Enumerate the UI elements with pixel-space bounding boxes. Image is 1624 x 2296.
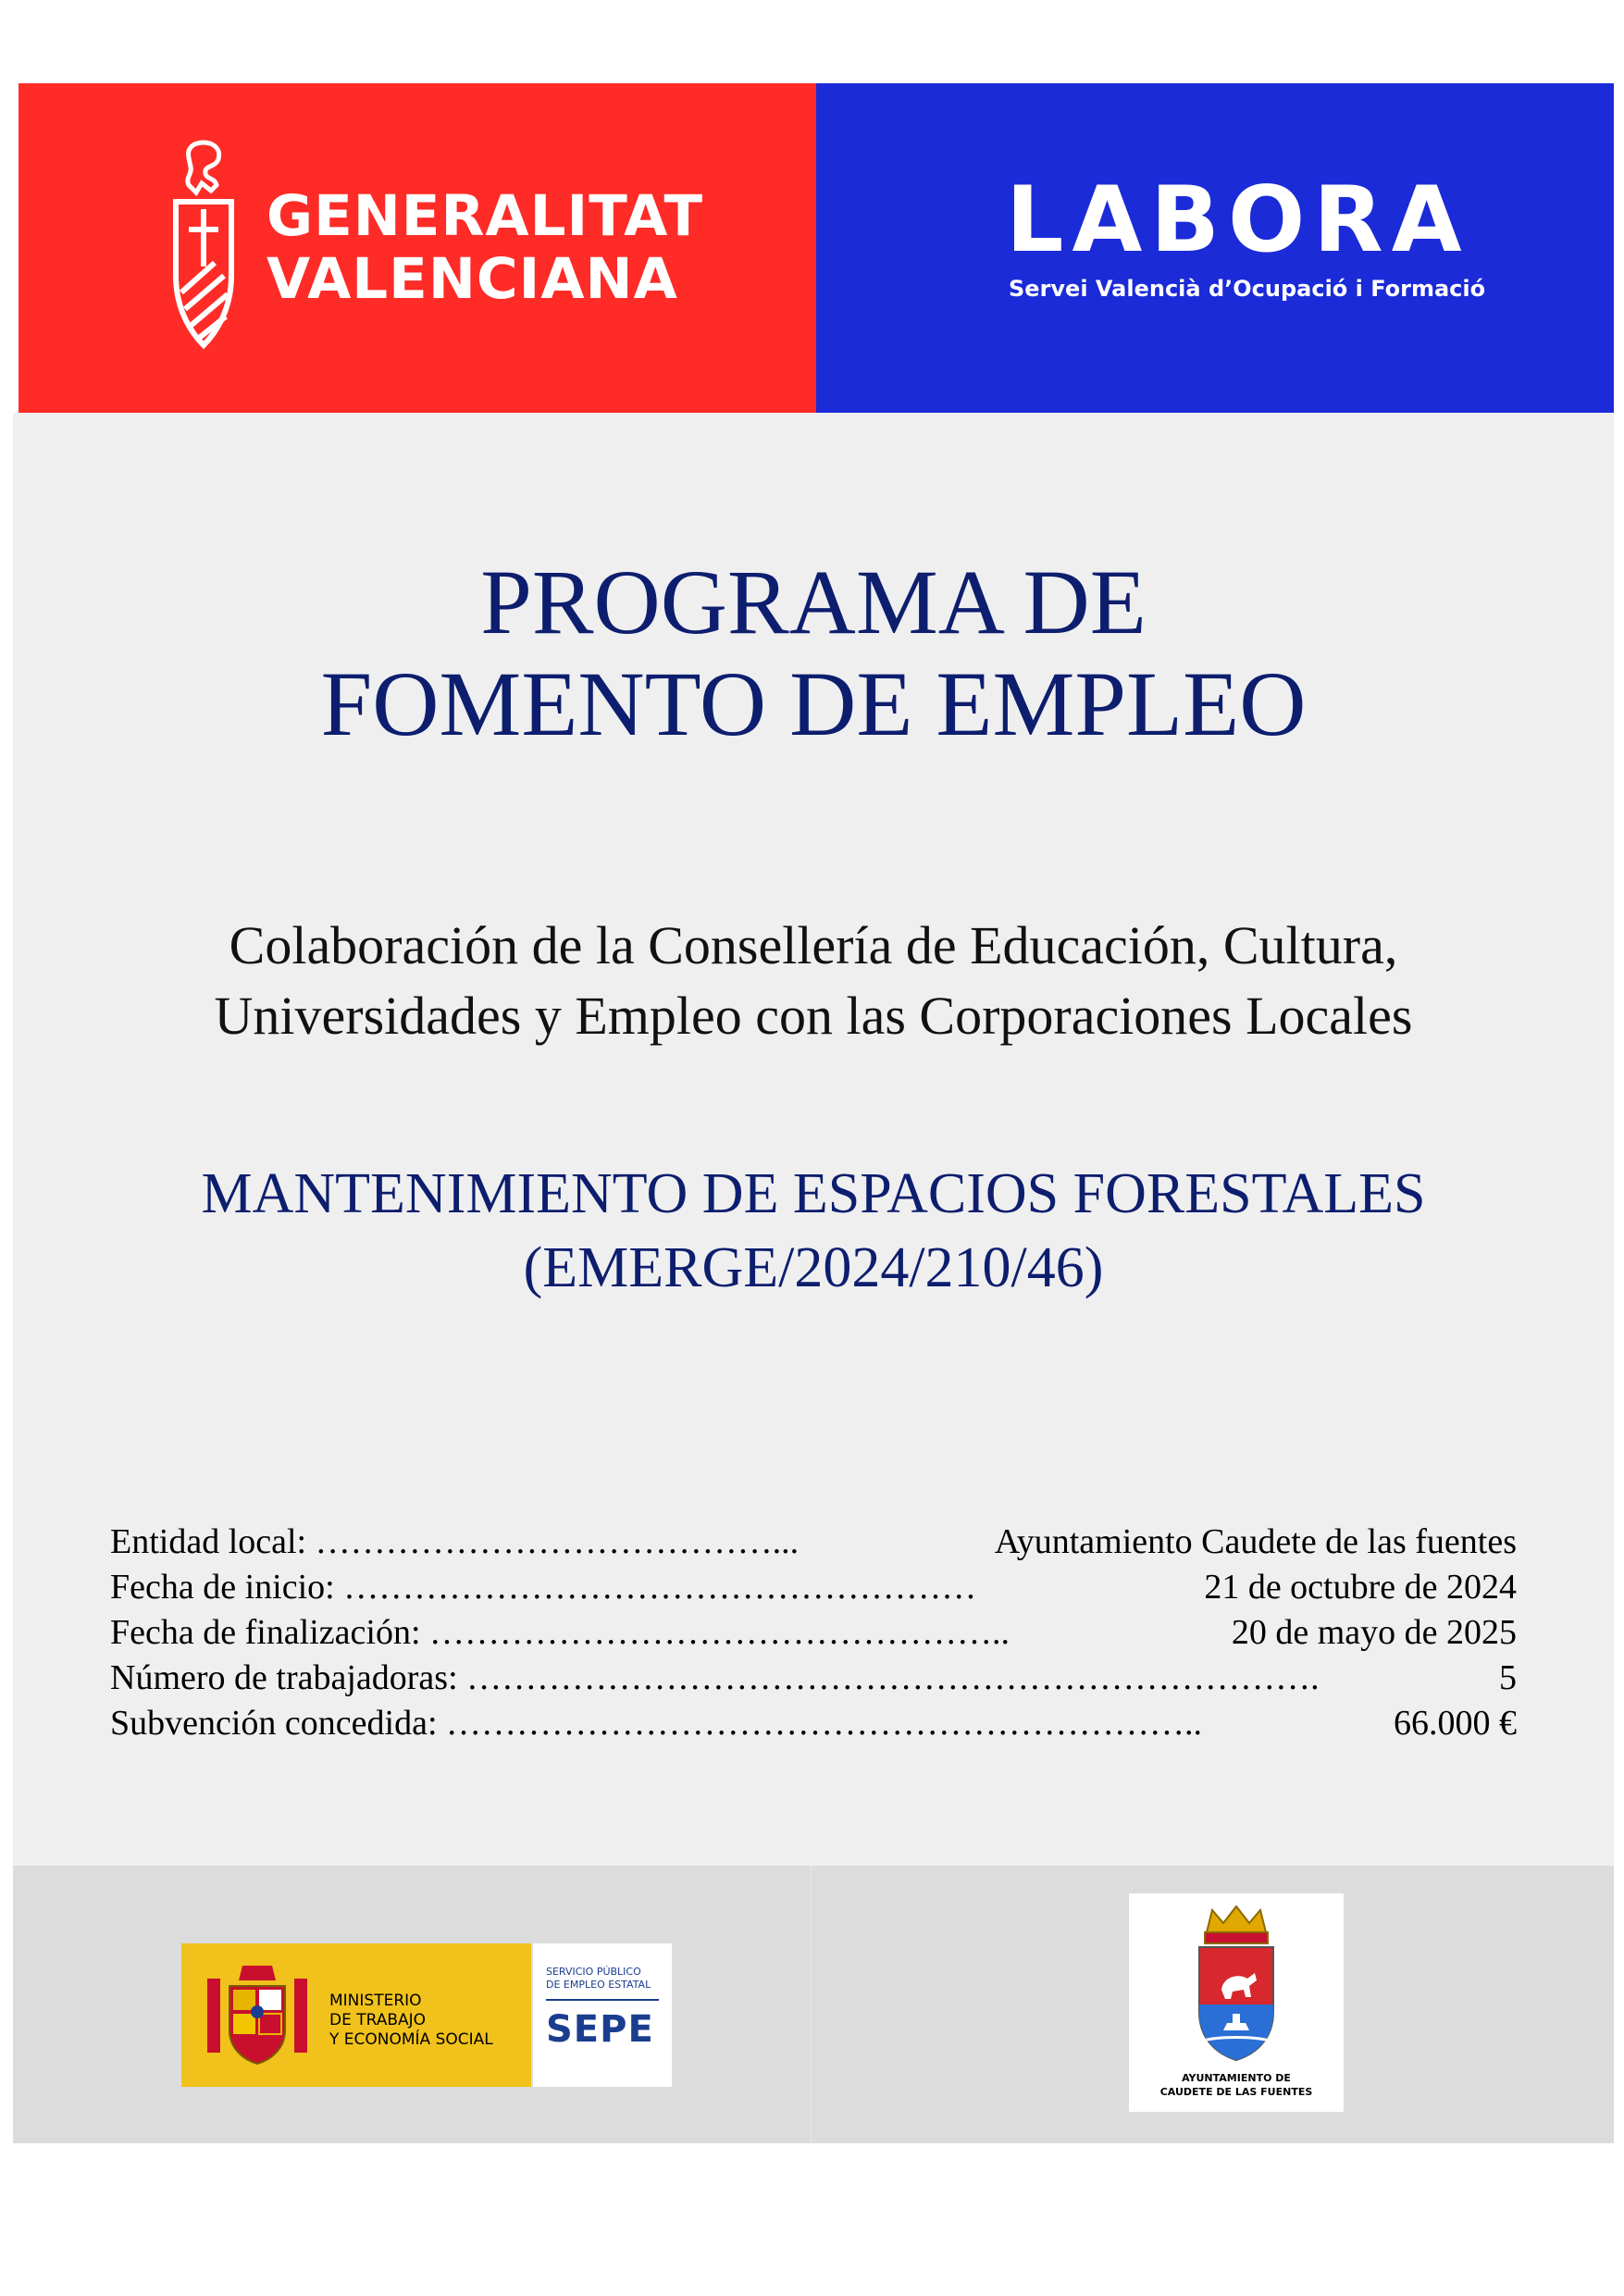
info-label: Número de trabajadoras: ………………………………………………………………. <box>110 1658 1320 1697</box>
project-code: (EMERGE/2024/210/46) <box>523 1236 1104 1299</box>
sepe-wordmark: SEPE <box>546 2008 654 2051</box>
ministry-logo <box>181 1943 531 2087</box>
generalitat-line2: VALENCIANA <box>267 246 678 312</box>
ministry-name <box>329 1992 493 2050</box>
info-value: 5 <box>1499 1658 1517 1697</box>
info-label: Subvención concedida: ……………………………………………………….. <box>110 1704 1203 1743</box>
collaboration-line1: Colaboración de la Consellería de Educación, Cultura, <box>229 915 1398 975</box>
info-row-trabajadoras <box>110 1656 1517 1701</box>
info-row-fecha-inicio <box>110 1565 1517 1610</box>
sepe-descriptor-line1: SERVICIO PÚBLICO <box>546 1966 641 1978</box>
ministry-line1: MINISTERIO <box>329 1992 422 2010</box>
labora-subtitle: Servei Valencià d’Ocupació i Formació <box>1009 276 1486 302</box>
sepe-logo <box>531 1943 672 2087</box>
footer-logos-band <box>13 1866 1614 2143</box>
info-label: Entidad local: …………………………………... <box>110 1522 800 1561</box>
info-row-fecha-finalizacion <box>110 1610 1517 1656</box>
info-value: 21 de octubre de 2024 <box>1204 1568 1517 1607</box>
caudete-line1: AYUNTAMIENTO DE <box>1182 2072 1291 2084</box>
caudete-line2: CAUDETE DE LAS FUENTES <box>1159 2086 1313 2098</box>
info-value: 66.000 € <box>1394 1704 1517 1743</box>
ministry-line2: DE TRABAJO <box>329 2011 427 2029</box>
collaboration-line2: Universidades y Empleo con las Corporaciones Locales <box>214 986 1413 1046</box>
labora-banner <box>816 83 1614 413</box>
info-row-subvencion <box>110 1701 1517 1746</box>
info-row-entidad <box>110 1520 1517 1565</box>
generalitat-emblem-icon <box>157 137 250 359</box>
info-value: Ayuntamiento Caudete de las fuentes <box>994 1522 1517 1561</box>
project-name: MANTENIMIENTO DE ESPACIOS FORESTALES <box>201 1162 1426 1225</box>
spain-coat-of-arms-icon <box>202 1960 313 2071</box>
main-content-panel <box>13 413 1614 1866</box>
project-info-table <box>110 1520 1517 1746</box>
program-title-line2: FOMENTO DE EMPLEO <box>320 652 1307 755</box>
info-value: 20 de mayo de 2025 <box>1231 1613 1517 1652</box>
labora-wordmark: LABORA <box>1006 168 1470 273</box>
sepe-rule <box>546 1999 659 2001</box>
sepe-descriptor <box>546 1966 651 1992</box>
caudete-coat-of-arms-icon <box>1190 1901 1283 2067</box>
caudete-name <box>1129 2071 1344 2099</box>
caudete-logo <box>1129 1893 1344 2112</box>
generalitat-valenciana-banner <box>19 83 816 413</box>
ministry-line3: Y ECONOMÍA SOCIAL <box>329 2030 493 2049</box>
generalitat-wordmark <box>267 185 703 311</box>
footer-divider <box>811 1866 812 2143</box>
info-label: Fecha de inicio: ……………………………………………… <box>110 1568 977 1607</box>
program-title-line1: PROGRAMA DE <box>480 551 1147 653</box>
generalitat-line1: GENERALITAT <box>267 183 704 249</box>
sepe-descriptor-line2: DE EMPLEO ESTATAL <box>546 1979 651 1991</box>
info-label: Fecha de finalización: ………………………………………….. <box>110 1613 1010 1652</box>
